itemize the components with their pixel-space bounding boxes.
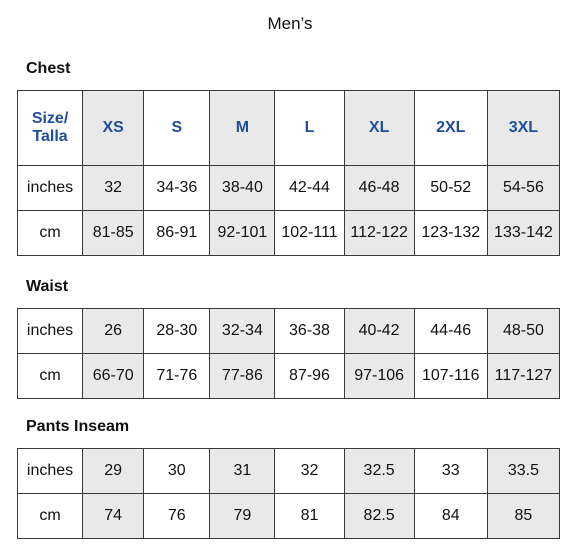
table-cell: 77-86	[210, 354, 275, 399]
table-cell: 31	[210, 449, 275, 494]
table-cell: 97-106	[344, 354, 414, 399]
table-cell: 85	[487, 494, 559, 539]
table-cell: 81	[275, 494, 344, 539]
talla-header-line2: Talla	[32, 128, 68, 145]
size-header-2xl: 2XL	[414, 91, 487, 166]
unit-label: cm	[18, 494, 83, 539]
table-cell: 42-44	[275, 166, 344, 211]
table-cell: 29	[83, 449, 144, 494]
table-cell: 30	[144, 449, 210, 494]
table-cell: 40-42	[344, 309, 414, 354]
table-cell: 66-70	[83, 354, 144, 399]
unit-label: cm	[18, 211, 83, 256]
table-row	[18, 494, 560, 539]
table-row	[18, 211, 560, 256]
table-cell: 36-38	[275, 309, 344, 354]
table-cell: 32.5	[344, 449, 414, 494]
size-header-xs: XS	[83, 91, 144, 166]
table-cell: 86-91	[144, 211, 210, 256]
table-cell: 34-36	[144, 166, 210, 211]
table-cell: 54-56	[487, 166, 559, 211]
chest-table	[17, 90, 560, 256]
table-cell: 48-50	[487, 309, 559, 354]
table-cell: 71-76	[144, 354, 210, 399]
table-cell: 112-122	[344, 211, 414, 256]
table-cell: 32	[83, 166, 144, 211]
table-cell: 33.5	[487, 449, 559, 494]
inseam-section-title: Pants Inseam	[26, 418, 130, 435]
size-header-3xl: 3XL	[487, 91, 559, 166]
table-row	[18, 309, 560, 354]
size-talla-header	[18, 91, 83, 166]
table-cell: 76	[144, 494, 210, 539]
table-cell: 107-116	[414, 354, 487, 399]
table-row	[18, 166, 560, 211]
table-cell: 133-142	[487, 211, 559, 256]
table-cell: 46-48	[344, 166, 414, 211]
unit-label: inches	[18, 166, 83, 211]
size-header-m: M	[210, 91, 275, 166]
table-cell: 92-101	[210, 211, 275, 256]
page-title: Men’s	[267, 14, 313, 33]
size-header-l: L	[275, 91, 344, 166]
size-header-xl: XL	[344, 91, 414, 166]
table-cell: 28-30	[144, 309, 210, 354]
size-header-s: S	[144, 91, 210, 166]
table-cell: 32	[275, 449, 344, 494]
table-row	[18, 449, 560, 494]
inseam-table	[17, 448, 560, 539]
table-cell: 87-96	[275, 354, 344, 399]
table-cell: 81-85	[83, 211, 144, 256]
table-cell: 26	[83, 309, 144, 354]
table-cell: 44-46	[414, 309, 487, 354]
table-cell: 117-127	[487, 354, 559, 399]
waist-section-title: Waist	[26, 278, 69, 295]
table-cell: 84	[414, 494, 487, 539]
table-cell: 79	[210, 494, 275, 539]
table-cell: 82.5	[344, 494, 414, 539]
table-cell: 74	[83, 494, 144, 539]
chest-header-row	[18, 91, 560, 166]
unit-label: inches	[18, 309, 83, 354]
chest-section-title: Chest	[26, 60, 71, 77]
unit-label: cm	[18, 354, 83, 399]
table-cell: 50-52	[414, 166, 487, 211]
table-cell: 38-40	[210, 166, 275, 211]
table-cell: 102-111	[275, 211, 344, 256]
table-cell: 123-132	[414, 211, 487, 256]
table-cell: 33	[414, 449, 487, 494]
table-cell: 32-34	[210, 309, 275, 354]
size-header-line1: Size/	[31, 109, 69, 127]
unit-label: inches	[18, 449, 83, 494]
table-row	[18, 354, 560, 399]
waist-table	[17, 308, 560, 399]
